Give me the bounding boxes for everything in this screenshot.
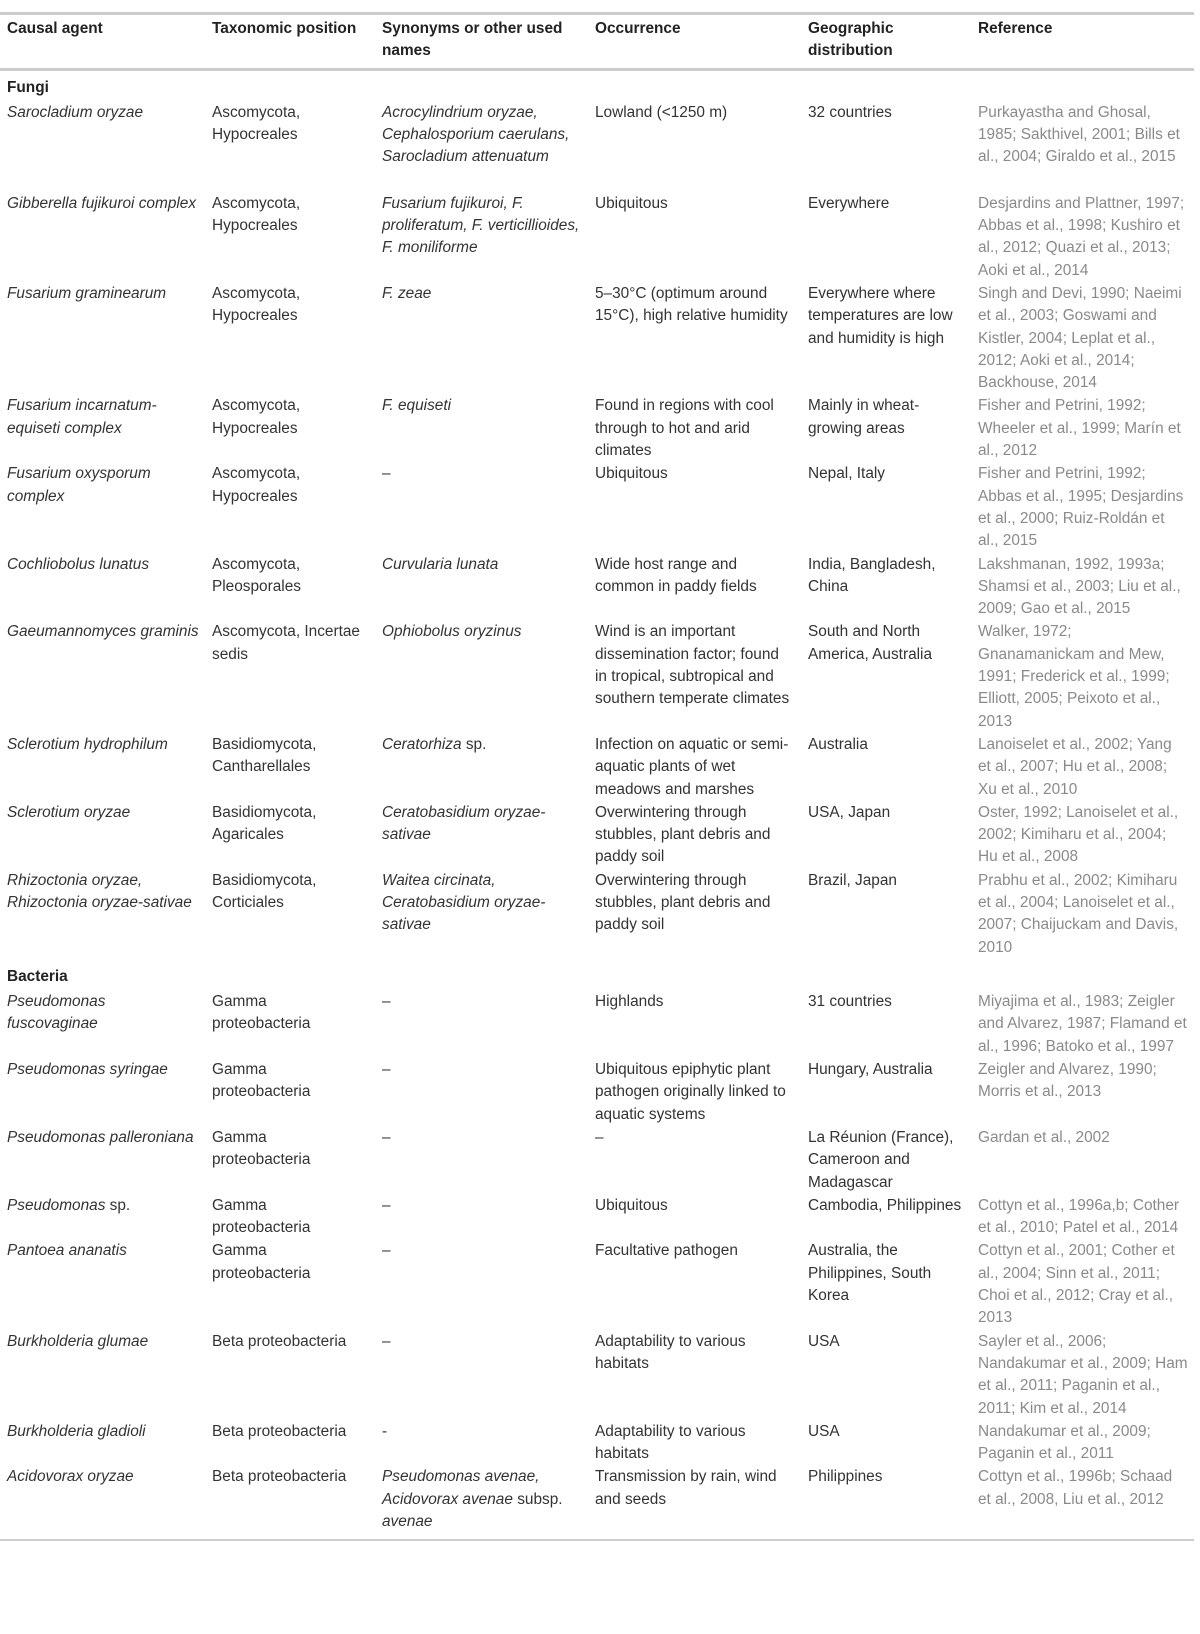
cell-synonyms: – — [382, 1196, 391, 1214]
cell-geographic-distribution: Nepal, Italy — [808, 465, 885, 483]
cell-taxonomic-position: Gamma proteobacteria — [212, 1196, 311, 1237]
cell-synonyms: F. zeae — [382, 284, 432, 302]
cell-taxonomic-position: Ascomycota, Hypocreales — [212, 465, 301, 505]
table-row — [0, 1421, 1194, 1467]
cell-causal-agent: Acidovorax oryzae — [7, 1468, 134, 1486]
table-row — [0, 1059, 1194, 1127]
cell-causal-agent: Pantoea ananatis — [7, 1242, 127, 1260]
cell-occurrence: Ubiquitous — [595, 465, 668, 483]
cell-taxonomic-position: Basidiomycota, Cantharellales — [212, 735, 317, 776]
section-header-row — [0, 69, 1194, 102]
table-row — [0, 102, 1194, 193]
cell-reference[interactable]: Prabhu et al., 2002; Kimiharu et al., 2004; Lanoiselet et al., 2007; Chaijuckam and Davis, 2010 — [978, 871, 1179, 956]
cell-taxonomic-position: Gamma proteobacteria — [212, 1128, 311, 1169]
cell-reference[interactable]: Lanoiselet et al., 2002; Yang et al., 2007; Hu et al., 2008; Xu et al., 2010 — [978, 735, 1172, 798]
cell-synonyms: F. equiseti — [382, 397, 452, 415]
cell-causal-agent: Sclerotium hydrophilum — [7, 735, 168, 753]
cell-geographic-distribution: Cambodia, Philippines — [808, 1196, 962, 1214]
cell-reference[interactable]: Cottyn et al., 1996a,b; Cother et al., 2010; Patel et al., 2014 — [978, 1196, 1180, 1237]
cell-occurrence: – — [595, 1128, 604, 1146]
cell-reference[interactable]: Cottyn et al., 2001; Cother et al., 2004; Sinn et al., 2011; Choi et al., 2012; Cray et al., 2013 — [978, 1242, 1175, 1327]
cell-synonyms: – — [382, 1332, 391, 1350]
cell-geographic-distribution: Brazil, Japan — [808, 871, 897, 889]
cell-causal-agent: Burkholderia gladioli — [7, 1422, 146, 1440]
cell-synonyms: – — [382, 993, 391, 1011]
cell-reference[interactable]: Oster, 1992; Lanoiselet et al., 2002; Kimiharu et al., 2004; Hu et al., 2008 — [978, 803, 1179, 866]
cell-occurrence: Adaptability to various habitats — [595, 1332, 746, 1372]
cell-reference[interactable]: Desjardins and Plattner, 1997; Abbas et al., 1998; Kushiro et al., 2012; Quazi et al., 2013; Aoki et al., 2014 — [978, 194, 1185, 279]
cell-occurrence: Lowland (<1250 m) — [595, 103, 728, 121]
cell-geographic-distribution: USA — [808, 1332, 840, 1350]
cell-causal-agent: Pseudomonas syringae — [7, 1061, 168, 1079]
cell-reference[interactable]: Walker, 1972; Gnanamanickam and Mew, 1991; Frederick et al., 1999; Elliott, 2005; Peixoto et al., 2013 — [978, 623, 1170, 730]
cell-synonyms: Ophiobolus oryzinus — [382, 623, 522, 641]
table-row — [0, 621, 1194, 733]
cell-causal-agent: Pseudomonas palleroniana — [7, 1128, 194, 1146]
cell-synonyms: Ceratobasidium oryzae-sativae — [382, 803, 546, 844]
cell-synonyms: – — [382, 1061, 391, 1079]
cell-taxonomic-position: Ascomycota, Hypocreales — [212, 194, 301, 235]
cell-taxonomic-position: Ascomycota, Hypocreales — [212, 397, 301, 437]
cell-geographic-distribution: 32 countries — [808, 103, 892, 121]
cell-occurrence: Infection on aquatic or semi-aquatic plants of wet meadows and marshes — [595, 735, 789, 798]
cell-occurrence: Adaptability to various habitats — [595, 1422, 746, 1463]
cell-taxonomic-position: Basidiomycota, Agaricales — [212, 803, 317, 844]
cell-taxonomic-position: Gamma proteobacteria — [212, 1061, 311, 1101]
cell-geographic-distribution: Australia, the Philippines, South Korea — [808, 1242, 932, 1305]
cell-reference[interactable]: Purkayastha and Ghosal, 1985; Sakthivel, 2001; Bills et al., 2004; Giraldo et al., 2015 — [978, 103, 1180, 166]
cell-geographic-distribution: Everywhere where temperatures are low and humidity is high — [808, 284, 953, 347]
cell-occurrence: 5–30°C (optimum around 15°C), high relative humidity — [595, 284, 788, 325]
cell-causal-agent: Pseudomonas fuscovaginae — [7, 993, 106, 1033]
table-row — [0, 1240, 1194, 1330]
table-row — [0, 283, 1194, 395]
cell-taxonomic-position: Basidiomycota, Corticiales — [212, 871, 317, 911]
cell-geographic-distribution: La Réunion (France), Cameroon and Madagascar — [808, 1128, 954, 1191]
cell-reference[interactable]: Cottyn et al., 1996b; Schaad et al., 2008, Liu et al., 2012 — [978, 1468, 1173, 1508]
cell-geographic-distribution: South and North America, Australia — [808, 623, 933, 663]
cell-reference[interactable]: Zeigler and Alvarez, 1990; Morris et al., 2013 — [978, 1061, 1157, 1101]
cell-occurrence: Ubiquitous epiphytic plant pathogen originally linked to aquatic systems — [595, 1061, 786, 1123]
table-row — [0, 554, 1194, 622]
cell-occurrence: Found in regions with cool through to hot and arid climates — [595, 397, 774, 460]
cell-geographic-distribution: 31 countries — [808, 993, 892, 1011]
cell-reference[interactable]: Fisher and Petrini, 1992; Wheeler et al., 1999; Marín et al., 2012 — [978, 397, 1181, 460]
bottom-rule — [0, 1540, 1194, 1543]
cell-occurrence: Wide host range and common in paddy fields — [595, 555, 757, 595]
cell-taxonomic-position: Ascomycota, Hypocreales — [212, 103, 301, 144]
cell-causal-agent: Fusarium oxysporum complex — [7, 465, 151, 505]
cell-taxonomic-position: Beta proteobacteria — [212, 1332, 347, 1350]
pathogen-table — [0, 12, 1194, 1543]
cell-synonyms: – — [382, 1128, 391, 1146]
table-row — [0, 734, 1194, 802]
table-row — [0, 463, 1194, 553]
cell-geographic-distribution: Hungary, Australia — [808, 1061, 933, 1079]
header-reference: Reference — [971, 14, 1194, 70]
cell-taxonomic-position: Beta proteobacteria — [212, 1468, 347, 1486]
cell-synonyms: – — [382, 465, 391, 483]
cell-taxonomic-position: Ascomycota, Pleosporales — [212, 555, 301, 595]
cell-causal-agent: Rhizoctonia oryzae, Rhizoctonia oryzae-sativae — [7, 871, 192, 911]
cell-causal-agent: Gibberella fujikuroi complex — [7, 194, 197, 212]
cell-synonyms: Pseudomonas avenae, Acidovorax avenae subsp. avenae — [382, 1468, 563, 1530]
cell-causal-agent: Pseudomonas sp. — [7, 1196, 131, 1214]
header-occurrence: Occurrence — [588, 14, 801, 70]
cell-reference[interactable]: Singh and Devi, 1990; Naeimi et al., 2003; Goswami and Kistler, 2004; Leplat et al., 2012; Aoki et al., 2014; Backhouse, 2014 — [978, 284, 1182, 392]
cell-causal-agent: Cochliobolus lunatus — [7, 555, 150, 573]
cell-taxonomic-position: Ascomycota, Hypocreales — [212, 284, 301, 325]
cell-reference[interactable]: Sayler et al., 2006; Nandakumar et al., 2009; Ham et al., 2011; Paganin et al., 2011; Kim et al., 2014 — [978, 1332, 1188, 1417]
cell-occurrence: Wind is an important dissemination factor; found in tropical, subtropical and southern temperate climates — [595, 623, 790, 708]
header-taxonomic-position: Taxonomic position — [205, 14, 375, 70]
table-row — [0, 802, 1194, 870]
table-row — [0, 1127, 1194, 1195]
table-row — [0, 1466, 1194, 1540]
header-causal-agent: Causal agent — [0, 14, 205, 70]
cell-geographic-distribution: Mainly in wheat-growing areas — [808, 397, 920, 437]
cell-synonyms: - — [382, 1422, 388, 1440]
table-row — [0, 870, 1194, 960]
cell-taxonomic-position: Beta proteobacteria — [212, 1422, 347, 1440]
cell-causal-agent: Sarocladium oryzae — [7, 103, 144, 121]
table-row — [0, 395, 1194, 463]
cell-geographic-distribution: India, Bangladesh, China — [808, 555, 936, 595]
cell-geographic-distribution: USA — [808, 1422, 840, 1440]
cell-taxonomic-position: Ascomycota, Incertae sedis — [212, 623, 360, 663]
cell-occurrence: Ubiquitous — [595, 1196, 668, 1214]
header-geographic-distribution: Geographic distribution — [801, 14, 971, 70]
section-title: Bacteria — [7, 967, 68, 985]
cell-occurrence: Overwintering through stubbles, plant debris and paddy soil — [595, 871, 771, 934]
section-title: Fungi — [7, 78, 49, 96]
section-header-row — [0, 960, 1194, 991]
cell-synonyms: Fusarium fujikuroi, F. proliferatum, F. verticillioides, F. moniliforme — [382, 194, 580, 257]
cell-geographic-distribution: Australia — [808, 735, 868, 753]
table-row — [0, 1331, 1194, 1421]
cell-reference[interactable]: Nandakumar et al., 2009; Paganin et al., 2011 — [978, 1422, 1151, 1463]
cell-taxonomic-position: Gamma proteobacteria — [212, 1242, 311, 1282]
header-synonyms: Synonyms or other used names — [375, 14, 588, 70]
cell-synonyms: Waitea circinata, Ceratobasidium oryzae-sativae — [382, 871, 546, 934]
cell-reference[interactable]: Gardan et al., 2002 — [978, 1128, 1110, 1146]
cell-causal-agent: Fusarium graminearum — [7, 284, 167, 302]
table-row — [0, 991, 1194, 1059]
cell-geographic-distribution: Everywhere — [808, 194, 890, 212]
cell-causal-agent: Sclerotium oryzae — [7, 803, 131, 821]
cell-synonyms: Ceratorhiza sp. — [382, 735, 487, 753]
cell-geographic-distribution: Philippines — [808, 1468, 883, 1486]
cell-reference[interactable]: Miyajima et al., 1983; Zeigler and Alvarez, 1987; Flamand et al., 1996; Batoko et al., 1997 — [978, 993, 1187, 1055]
cell-occurrence: Ubiquitous — [595, 194, 668, 212]
cell-synonyms: – — [382, 1242, 391, 1260]
table-row — [0, 193, 1194, 283]
cell-synonyms: Curvularia lunata — [382, 555, 499, 573]
cell-synonyms: Acrocylindrium oryzae, Cephalosporium caerulans, Sarocladium attenuatum — [382, 103, 570, 166]
cell-geographic-distribution: USA, Japan — [808, 803, 891, 821]
table-row — [0, 1195, 1194, 1241]
cell-reference[interactable]: Lakshmanan, 1992, 1993a; Shamsi et al., 2003; Liu et al., 2009; Gao et al., 2015 — [978, 555, 1181, 618]
cell-occurrence: Facultative pathogen — [595, 1242, 738, 1260]
cell-causal-agent: Gaeumannomyces graminis — [7, 623, 199, 641]
cell-occurrence: Transmission by rain, wind and seeds — [595, 1468, 777, 1508]
table-header-row — [0, 14, 1194, 70]
cell-causal-agent: Burkholderia glumae — [7, 1332, 149, 1350]
cell-reference[interactable]: Fisher and Petrini, 1992; Abbas et al., 1995; Desjardins et al., 2000; Ruiz-Roldán et al., 2015 — [978, 465, 1184, 550]
cell-taxonomic-position: Gamma proteobacteria — [212, 993, 311, 1033]
cell-occurrence: Highlands — [595, 993, 664, 1011]
cell-occurrence: Overwintering through stubbles, plant debris and paddy soil — [595, 803, 771, 866]
cell-causal-agent: Fusarium incarnatum-equiseti complex — [7, 397, 157, 437]
